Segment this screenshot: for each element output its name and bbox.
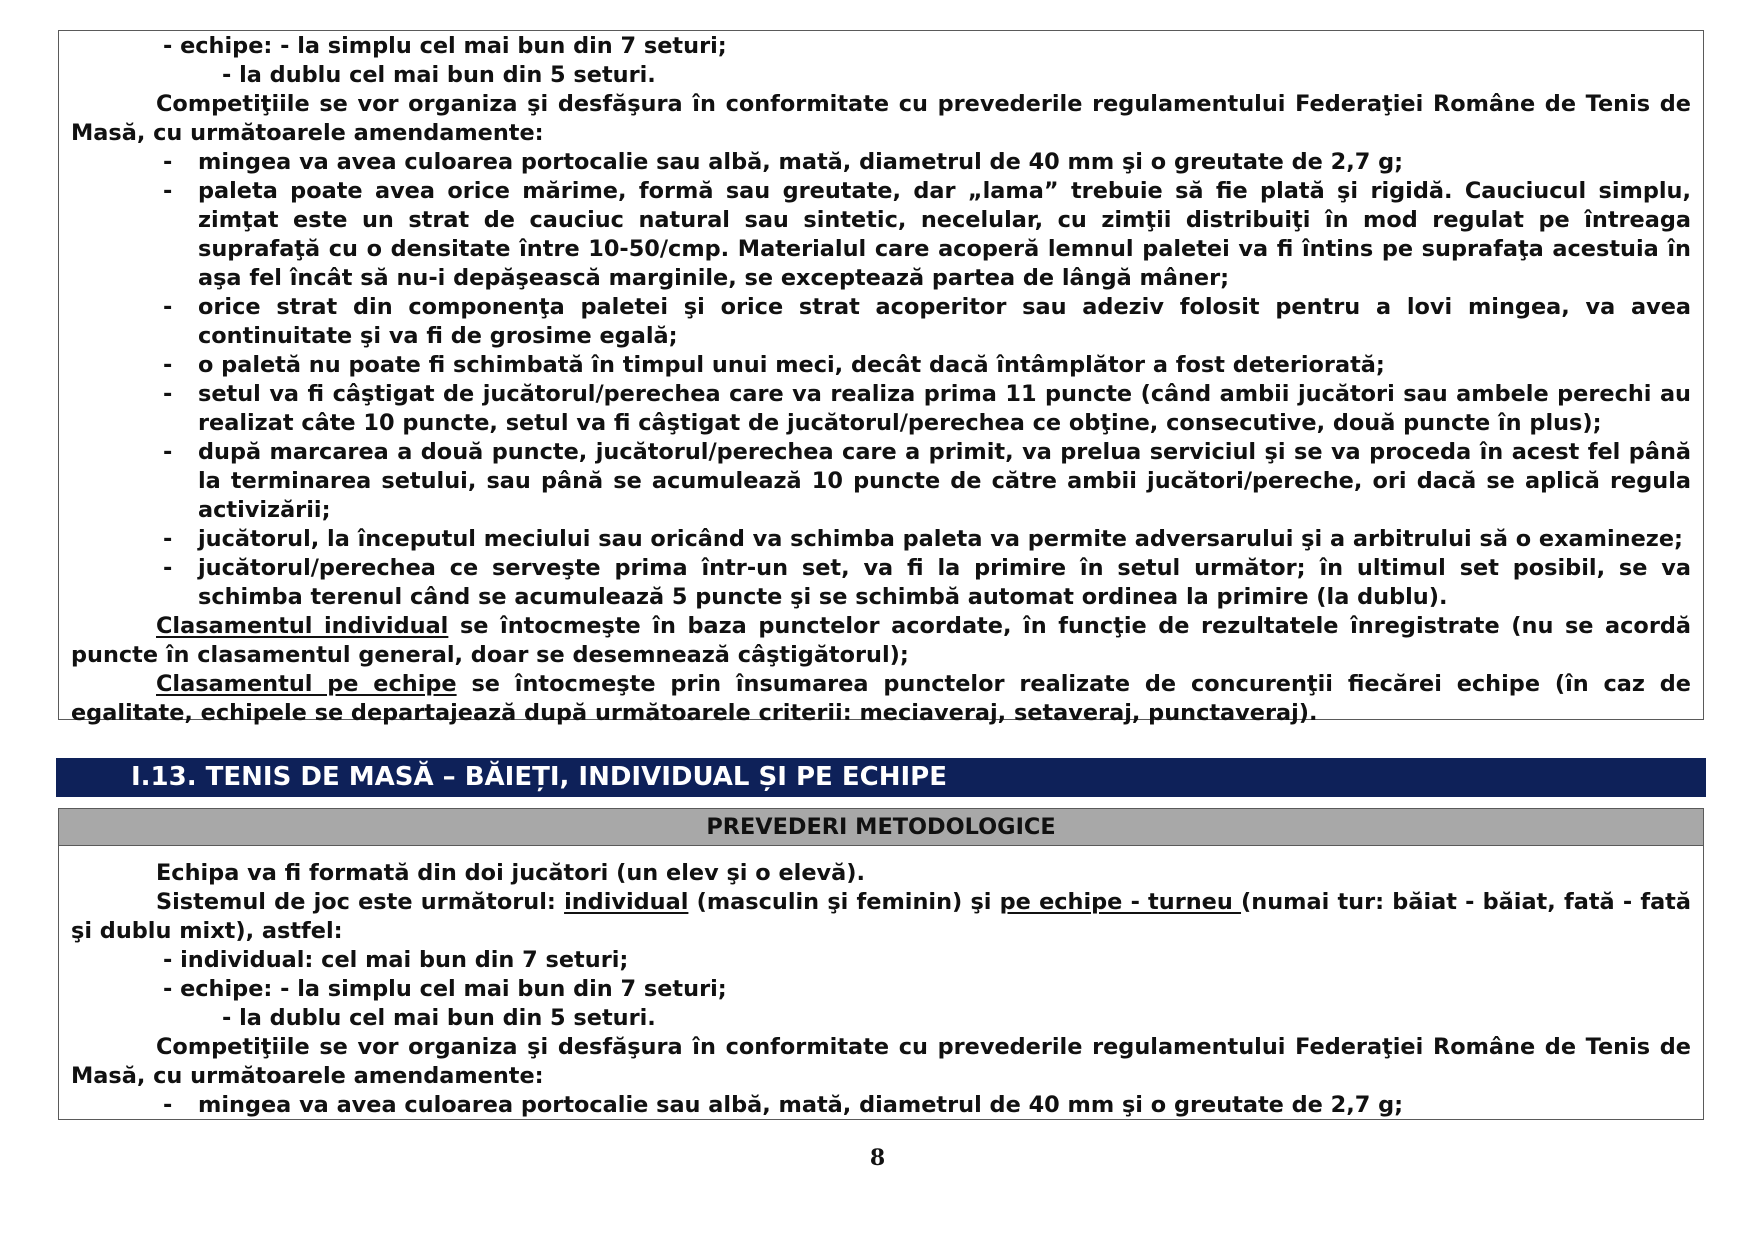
clasament-individual-label: Clasamentul individual xyxy=(156,613,449,639)
bullet-dash: - xyxy=(163,439,173,465)
bullet-dash: - xyxy=(163,352,173,378)
sistem-paragraph: Sistemul de joc este următorul: individual (masculin şi feminin) şi pe echipe - turneu (numai tur: băiat - băiat, fată - fată şi dublu mixt), astfel: xyxy=(71,889,1691,944)
sistem-individual: individual xyxy=(564,889,689,915)
clasament-echipe-label: Clasamentul pe echipe xyxy=(156,671,457,697)
list-item: - mingea va avea culoarea portocalie sau albă, mată, diametrul de 40 mm şi o greutate de 2,7 g; xyxy=(163,149,1404,175)
section-title: I.13. TENIS DE MASĂ – BĂIEȚI, INDIVIDUAL ȘI PE ECHIPE xyxy=(56,758,1706,797)
echipe-line: - echipe: - la simplu cel mai bun din 7 seturi; xyxy=(163,33,727,59)
competitii-paragraph: Competiţiile se vor organiza şi desfăşura în conformitate cu prevederile regulamentului Federaţiei Române de Tenis de Masă, cu următoarele amendamente: xyxy=(71,91,1691,146)
bullet-dash: - xyxy=(163,381,173,407)
sistem-echipe: pe echipe - turneu xyxy=(999,889,1242,915)
methodology-box xyxy=(58,808,1704,1120)
methodology-subheading: PREVEDERI METODOLOGICE xyxy=(59,809,1703,846)
amendments-list xyxy=(71,148,1691,612)
bullet-dash: - xyxy=(163,178,173,204)
list-item: - după marcarea a două puncte, jucătorul/perechea care a primit, va prelua serviciul şi se va proceda în acest fel până la terminarea setului, sau până se acumulează 10 puncte de către ambii jucători/pereche, ori dacă se aplică regula activizării; xyxy=(163,439,1691,523)
competitii-paragraph: Competiţiile se vor organiza şi desfăşura în conformitate cu prevederile regulamentului Federaţiei Române de Tenis de Masă, cu următoarele amendamente: xyxy=(71,1034,1691,1089)
list-item: - o paletă nu poate fi schimbată în timpul unui meci, decât dacă întâmplător a fost deteriorată; xyxy=(163,352,1385,378)
amendments-list xyxy=(71,1091,1691,1120)
list-item: - jucătorul/perechea ce serveşte prima într-un set, va fi la primire în setul următor; în ultimul set posibil, se va schimba terenul când se acumulează 5 puncte şi se schimbă automat ordinea la primire (la dublu). xyxy=(163,555,1691,610)
bullet-dash: - xyxy=(163,555,173,581)
echipe-line: - echipe: - la simplu cel mai bun din 7 seturi; xyxy=(163,976,727,1002)
bullet-dash: - xyxy=(163,294,173,320)
echipa-paragraph: Echipa va fi formată din doi jucători (un elev şi o elevă). xyxy=(156,860,865,886)
bullet-dash: - xyxy=(163,1092,173,1118)
list-item: - setul va fi câştigat de jucătorul/perechea care va realiza prima 11 puncte (când ambii jucători sau ambele perechi au realizat câte 10 puncte, setul va fi câştigat de jucătorul/perechea ce obţine, consecutive, două puncte în plus); xyxy=(163,381,1691,436)
clasament-echipe-paragraph: Clasamentul pe echipe se întocmeşte prin însumarea punctelor realizate de concurenţii fiecărei echipe (în caz de egalitate, echipele se departajează după următoarele criterii: meciaveraj, setaveraj, punctaveraj). xyxy=(71,671,1691,726)
dublu-line: - la dublu cel mai bun din 5 seturi. xyxy=(222,62,656,88)
dublu-line: - la dublu cel mai bun din 5 seturi. xyxy=(222,1005,656,1031)
individual-line: - individual: cel mai bun din 7 seturi; xyxy=(163,947,629,973)
list-item: - paleta poate avea orice mărime, formă sau greutate, dar „lama” trebuie să fie plată şi rigidă. Cauciucul simplu, zimţat este un strat de cauciuc natural sau sintetic, necelular, cu zimţii distribuiţi în mod regulat pe întreaga suprafaţă cu o densitate între 10-50/cmp. Materialul care acoperă lemnul paletei va fi întins pe suprafaţa acestuia în aşa fel încât să nu-i depăşească marginile, se exceptează partea de lângă mâner; xyxy=(163,178,1691,291)
list-item: - orice strat din componenţa paletei şi orice strat acoperitor sau adeziv folosit pentru a lovi mingea, va avea continuitate şi va fi de grosime egală; xyxy=(163,294,1691,349)
page-number: 8 xyxy=(869,1145,886,1171)
clasament-individual-paragraph: Clasamentul individual se întocmeşte în baza punctelor acordate, în funcţie de rezultatele înregistrate (nu se acordă puncte în clasamentul general, doar se desemnează câştigătorul); xyxy=(71,613,1691,668)
rules-continuation-content xyxy=(71,32,1691,728)
bullet-dash: - xyxy=(163,149,173,175)
rules-continuation-box xyxy=(58,30,1704,726)
list-item: - mingea va avea culoarea portocalie sau albă, mată, diametrul de 40 mm şi o greutate de 2,7 g; xyxy=(163,1092,1404,1118)
bullet-dash: - xyxy=(163,526,173,552)
methodology-content xyxy=(71,859,1691,1120)
list-item: - jucătorul, la începutul meciului sau oricând va schimba paleta va permite adversarului şi a arbitrului să o examineze; xyxy=(163,526,1683,552)
